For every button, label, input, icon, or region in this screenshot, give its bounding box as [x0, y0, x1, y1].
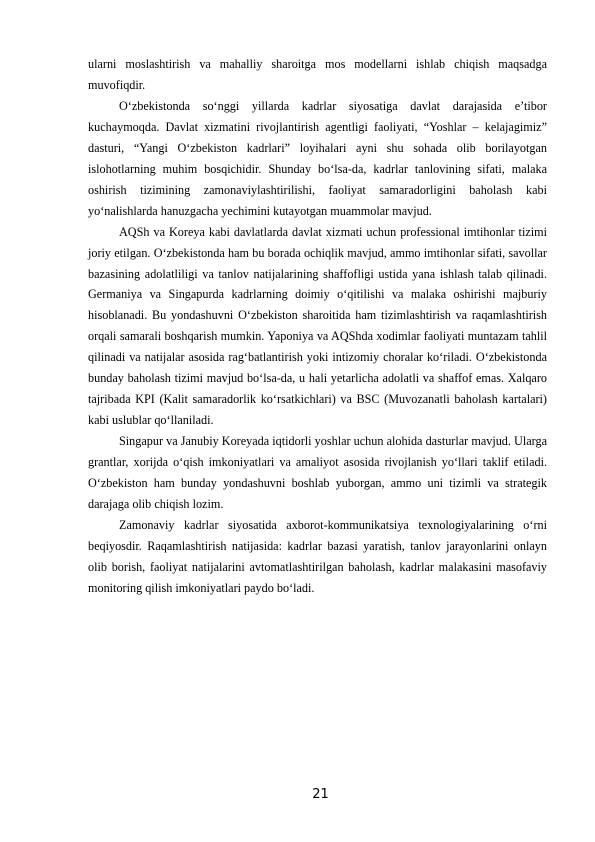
paragraph-digitalization: Zamonaviy kadrlar siyosatida axborot-kommunikatsiya texnologiyalarining o‘rni beqiyosdir. Raqamlashtirish natijasida: kadrlar bazasi yaratish, tanlov jarayonlarini onlayn olib borish, faoliyat natijalarini avtomatlashtirilgan baholash, kadrlar malakasini masofaviy monitoring qilish imkoniyatlari paydo bo‘ladi. [88, 517, 547, 595]
paragraph-international-experience: AQSh va Koreya kabi davlatlarda davlat xizmati uchun professional imtihonlar tizimi joriy etilgan. O‘zbekistonda ham bu borada ochiqlik mavjud, ammo imtihonlar sifati, savollar bazasining adolatliligi va tanlov natijalarining shaffofligi ustida yana ishlash talab qilinadi. Germaniya va Singapurda kadrlarning doimiy o‘qitilishi va malaka oshirishi majburiy hisoblanadi. Bu yondashuvni O‘zbekiston sharoitida ham tizimlashtirish va raqamlashtirish orqali samarali boshqarish mumkin. Yaponiya va AQShda xodimlar faoliyati muntazam tahlil qilinadi va natijalar asosida rag‘batlantirish yoki intizomiy choralar ko‘riladi. O‘zbekistonda bunday baholash tizimi mavjud bo‘lsa-da, u hali yetarlicha adolatli va shaffof emas. Xalqaro tajribada KPI (Kalit samaradorlik ko‘rsatkichlari) va BSC (Muvozanatli baholash kartalari) kabi uslublar qo‘llaniladi. [88, 224, 547, 428]
paragraph-continuation: ularni moslashtirish va mahalliy sharoitga mos modellarni ishlab chiqish maqsadga muvofiqdir. [88, 57, 547, 92]
page-number: 21 [312, 787, 329, 802]
document-body [88, 54, 547, 599]
paragraph-youth-programs: Singapur va Janubiy Koreyada iqtidorli yoshlar uchun alohida dasturlar mavjud. Ularga grantlar, xorijda o‘qish imkoniyatlari va amaliyot asosida rivojlanish yo‘llari taklif etiladi. O‘zbekiston ham bunday yondashuvni boshlab yuborgan, ammo uni tizimli va strategik darajaga olib chiqish lozim. [88, 434, 547, 512]
paragraph-cadre-policy: O‘zbekistonda so‘nggi yillarda kadrlar siyosatiga davlat darajasida e’tibor kuchaymoqda. Davlat xizmatini rivojlantirish agentligi faoliyati, “Yoshlar – kelajagimiz” dasturi, “Yangi O‘zbekiston kadrlari” loyihalari ayni shu sohada olib borilayotgan islohotlarning muhim bosqichidir. Shunday bo‘lsa-da, kadrlar tanlovining sifati, malaka oshirish tizimining zamonaviylashtirilishi, faoliyat samaradorligini baholash kabi yo‘nalishlarda hanuzgacha yechimini kutayotgan muammolar mavjud. [88, 98, 547, 218]
